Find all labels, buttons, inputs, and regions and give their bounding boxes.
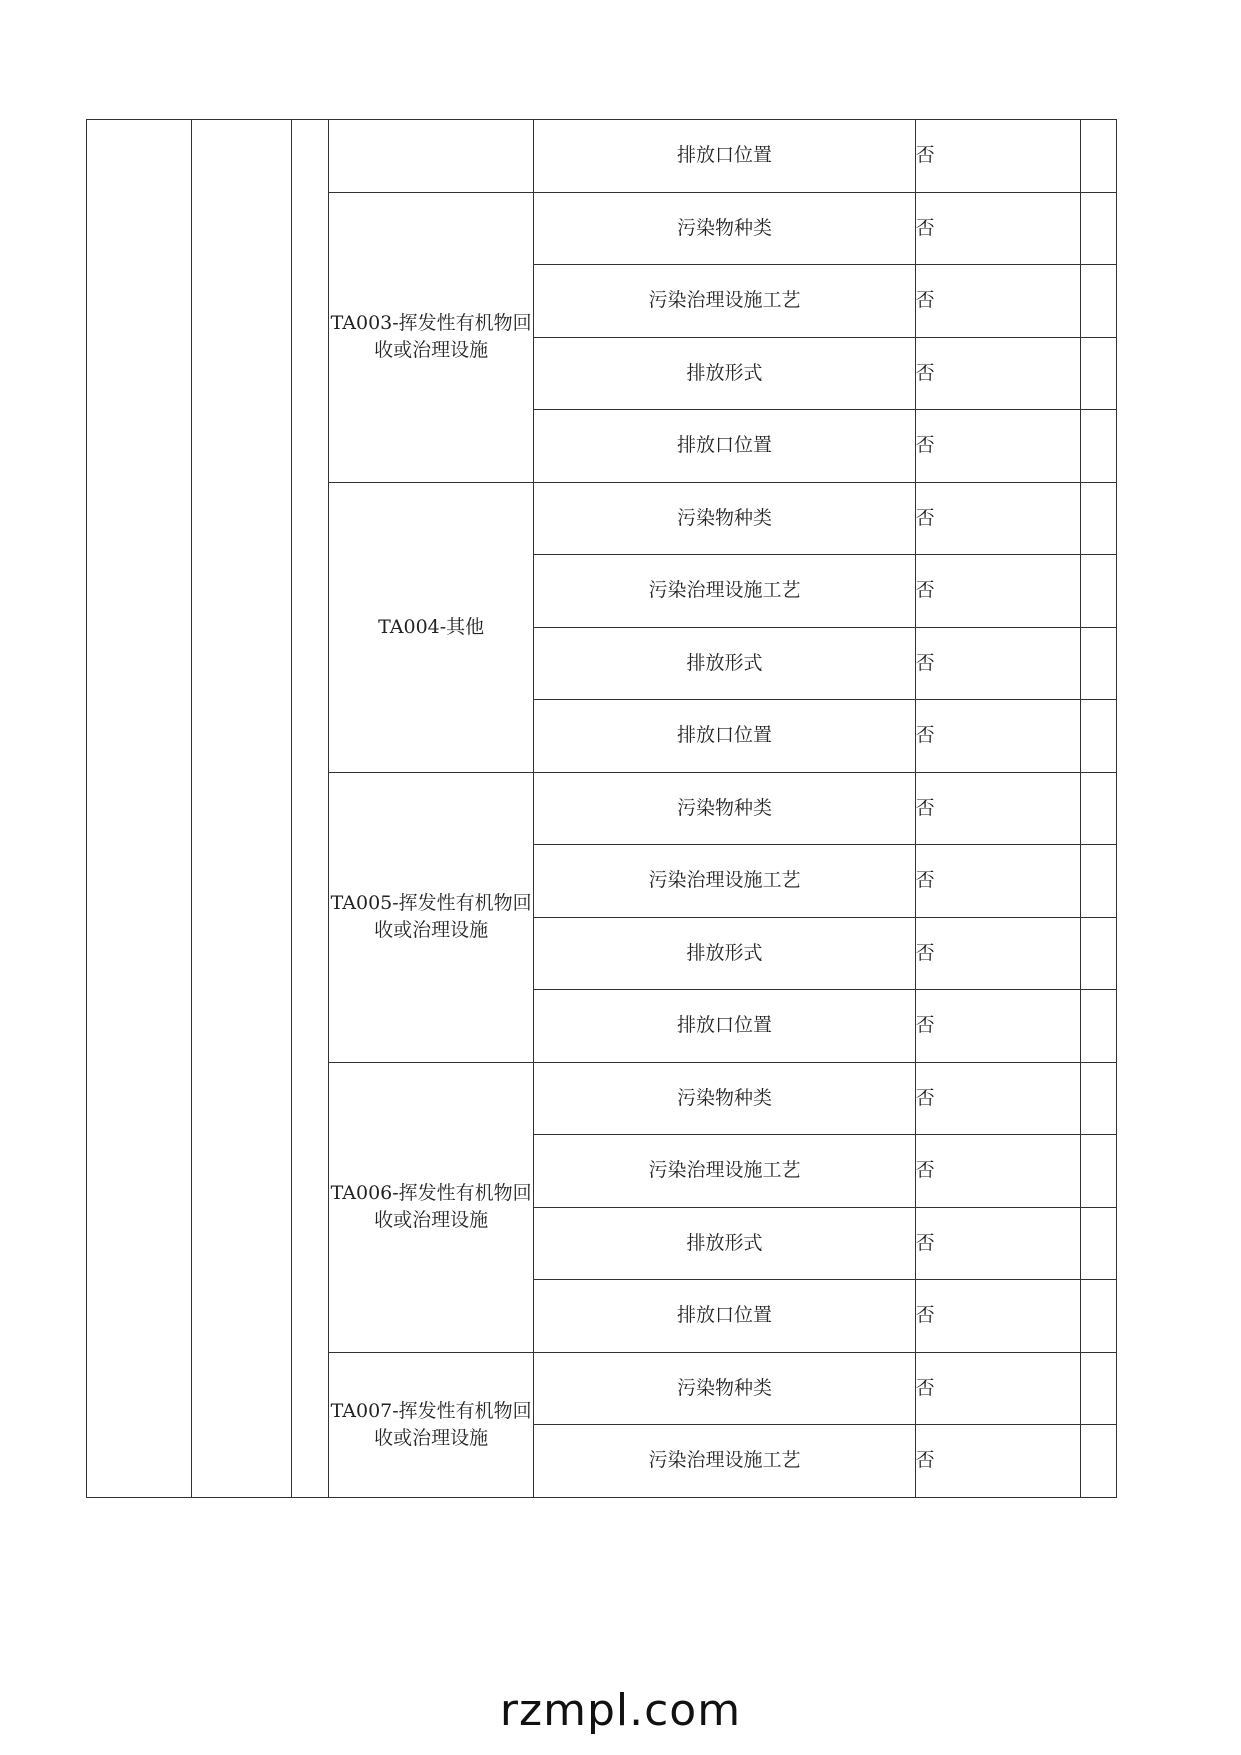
blank-column-last [1081, 1280, 1117, 1353]
item-cell: 排放形式 [534, 917, 915, 990]
value-cell: 否 [915, 337, 1081, 410]
blank-column-last [1081, 772, 1117, 845]
value-cell: 否 [915, 1135, 1081, 1208]
value-cell: 否 [915, 410, 1081, 483]
item-cell: 污染物种类 [534, 192, 915, 265]
blank-column-1 [87, 120, 192, 1498]
blank-column-last [1081, 265, 1117, 338]
blank-column-last [1081, 1062, 1117, 1135]
blank-column-last [1081, 410, 1117, 483]
value-cell: 否 [915, 1280, 1081, 1353]
blank-column-last [1081, 627, 1117, 700]
value-cell: 否 [915, 990, 1081, 1063]
blank-column-last [1081, 917, 1117, 990]
item-cell: 排放口位置 [534, 990, 915, 1063]
blank-column-last [1081, 1425, 1117, 1498]
item-cell: 排放口位置 [534, 410, 915, 483]
value-cell: 否 [915, 627, 1081, 700]
device-cell: TA005-挥发性有机物回收或治理设施 [328, 772, 533, 1062]
item-cell: 排放口位置 [534, 700, 915, 773]
blank-column-last [1081, 337, 1117, 410]
record-table [86, 119, 1117, 1498]
device-cell: TA007-挥发性有机物回收或治理设施 [328, 1352, 533, 1497]
item-cell: 污染治理设施工艺 [534, 845, 915, 918]
value-cell: 否 [915, 1352, 1081, 1425]
item-cell: 排放形式 [534, 337, 915, 410]
device-cell: TA003-挥发性有机物回收或治理设施 [328, 192, 533, 482]
device-cell [328, 120, 533, 193]
value-cell: 否 [915, 1425, 1081, 1498]
blank-column-last [1081, 700, 1117, 773]
item-cell: 污染治理设施工艺 [534, 1425, 915, 1498]
value-cell: 否 [915, 482, 1081, 555]
item-cell: 污染物种类 [534, 482, 915, 555]
value-cell: 否 [915, 700, 1081, 773]
device-cell: TA004-其他 [328, 482, 533, 772]
item-cell: 污染物种类 [534, 1352, 915, 1425]
value-cell: 否 [915, 192, 1081, 265]
value-cell: 否 [915, 1207, 1081, 1280]
value-cell: 否 [915, 120, 1081, 193]
item-cell: 排放口位置 [534, 1280, 915, 1353]
blank-column-last [1081, 192, 1117, 265]
blank-column-last [1081, 990, 1117, 1063]
blank-column-last [1081, 845, 1117, 918]
value-cell: 否 [915, 845, 1081, 918]
item-cell: 排放形式 [534, 1207, 915, 1280]
table-row [87, 120, 1117, 193]
blank-column-last [1081, 1352, 1117, 1425]
value-cell: 否 [915, 1062, 1081, 1135]
value-cell: 否 [915, 555, 1081, 628]
value-cell: 否 [915, 917, 1081, 990]
item-cell: 污染治理设施工艺 [534, 265, 915, 338]
item-cell: 污染物种类 [534, 772, 915, 845]
item-cell: 排放口位置 [534, 120, 915, 193]
item-cell: 污染物种类 [534, 1062, 915, 1135]
blank-column-3 [292, 120, 329, 1498]
item-cell: 污染治理设施工艺 [534, 1135, 915, 1208]
item-cell: 污染治理设施工艺 [534, 555, 915, 628]
blank-column-last [1081, 1135, 1117, 1208]
device-cell: TA006-挥发性有机物回收或治理设施 [328, 1062, 533, 1352]
blank-column-last [1081, 482, 1117, 555]
blank-column-last [1081, 120, 1117, 193]
table-body [87, 120, 1117, 1498]
value-cell: 否 [915, 265, 1081, 338]
blank-column-2 [191, 120, 292, 1498]
item-cell: 排放形式 [534, 627, 915, 700]
watermark-text: rzmpl.com [499, 1685, 742, 1736]
value-cell: 否 [915, 772, 1081, 845]
blank-column-last [1081, 1207, 1117, 1280]
blank-column-last [1081, 555, 1117, 628]
